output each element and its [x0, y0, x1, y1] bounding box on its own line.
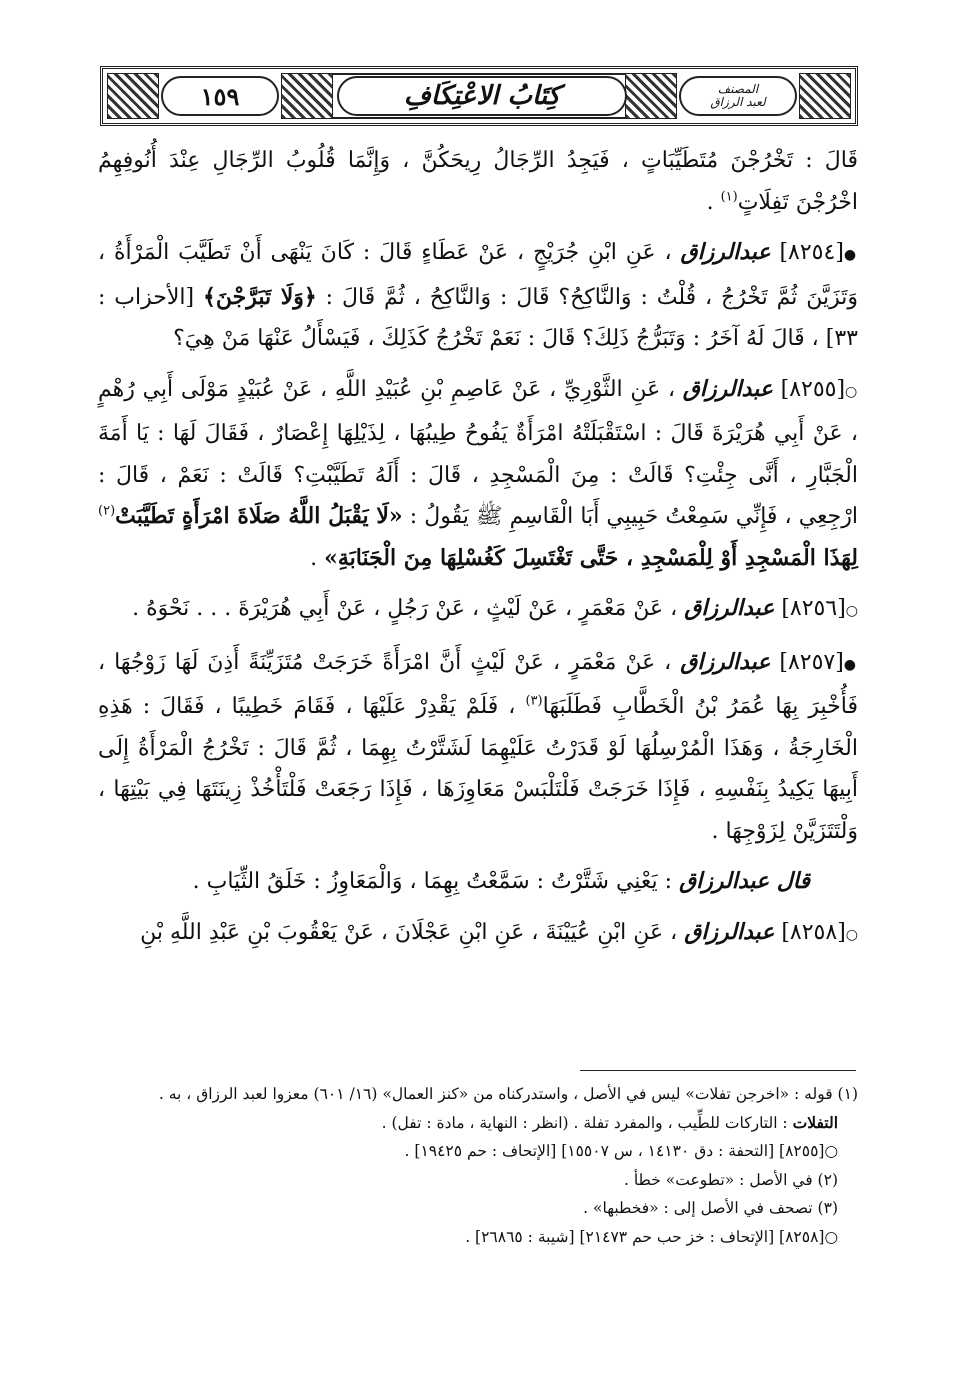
book-logo: [679, 76, 797, 116]
logo-line-2: لعبد الرزاق: [710, 95, 766, 109]
gloss-text: : التاركات للطِّيب ، والمفرد تفلة . (انظر : النهاية ، مادة : تفل) .: [381, 1113, 788, 1132]
source-8255: ○[٨٢٥٥] [التحفة : دق ١٤١٣٠ ، س ١٥٥٠٧] [الإتحاف : حم ١٩٤٢٥] .: [404, 1142, 838, 1160]
hadith-8254: [98, 232, 858, 360]
hadith-8257: [98, 642, 858, 853]
hadith-text: ، عَنْ مَعْمَرٍ ، عَنْ لَيْثٍ أَنَّ امْرَأَةً خَرَجَتْ مُتَزَيِّنَةً أَذِنَ لَهَا زَوْجُهَا ، فَأُخْبِرَ بِهَا عُمَرُ بْنُ الْخَطَّابِ فَطَلَبَهَا: [98, 649, 858, 719]
footnote-ref: (١): [720, 189, 738, 205]
footnote-2: (٢) في الأصل : «تطوعت» خطأ .: [623, 1170, 838, 1189]
ornament-icon: [107, 73, 159, 119]
source-8258: ○[٨٢٥٨] [الإتحاف : خز حب حم ٢١٤٧٣] [شيبة : ٢٦٨٦٥] .: [465, 1227, 838, 1246]
open-circle-icon: ○: [845, 383, 858, 400]
narrator-name: عبدالرزاق: [684, 918, 775, 945]
hadith-number: [٨٢٥٨]: [781, 919, 846, 945]
footnote-separator: [580, 1070, 856, 1071]
footnote-3: (٣) تصحف في الأصل إلى : «فخطبها» .: [583, 1199, 838, 1217]
gloss-term: التفلات: [792, 1112, 838, 1132]
ornament-icon: [281, 73, 333, 119]
hadith-text: ، عَنِ ابْنِ جُرَيْجٍ ، عَنْ عَطَاءٍ قَالَ : كَانَ يَنْهَى أَنْ تَطَيَّبَ الْمَرْأَةُ ، وَتَزَيَّنَ ثُمَّ تَخْرُجُ ، قُلْتُ : وَالنَّاكِحُ؟ قَالَ : وَالنَّاكِحُ ، ثُمَّ قَالَ :: [98, 240, 858, 310]
comment-text: : يَعْنِي شَتَّرْتُ : سَمَّعْتُ بِهِمَا ، وَالْمَعَاوِزُ : خَلَقُ الثِّيَابِ .: [192, 869, 673, 894]
paragraph-end: .: [310, 545, 325, 571]
hadith-8256: [98, 588, 858, 633]
page-header: [100, 66, 858, 126]
prophetic-saying: «لَا يَقْبَلُ اللَّهُ صَلَاةَ امْرَأَةٍ تَطَيَّبَتْ: [115, 503, 403, 529]
narrator-name: عبدالرزاق: [680, 239, 771, 265]
filled-circle-icon: ●: [843, 656, 858, 673]
footnote-ref: (٣): [525, 693, 543, 709]
editor-comment: [98, 861, 858, 903]
hadith-number: [٨٢٥٤]: [779, 240, 844, 265]
hadith-text: ، عَنْ مَعْمَرٍ ، عَنْ لَيْثٍ ، عَنْ رَجُلٍ ، عَنْ أَبِي هُرَيْرَةَ . . . نَحْوَهُ .: [132, 596, 678, 621]
hadith-number: [٨٢٥٦]: [781, 596, 846, 621]
filled-circle-icon: ●: [843, 247, 858, 263]
footnote-1-gloss: [98, 1109, 858, 1138]
paragraph-continuation: [98, 140, 858, 223]
footnote-1: (١) قوله : «اخرجن تفلات» ليس في الأصل ، واستدركناه من «كنز العمال» (١٦/ ٦٠١) معزوا لعبد الرزاق ، به .: [158, 1085, 858, 1103]
hadith-8255: [98, 369, 858, 580]
narrator-name: عبدالرزاق: [684, 595, 775, 621]
hadith-text: [الأحزاب : ٣٣] ، قَالَ لَهُ آخَرُ : وَتَبَرُّجُ ذَلِكَ؟ قَالَ : نَعَمْ تَخْرُجُ كَذَلِكَ ، فَيَسْأَلُ عَنْهَا مَنْ هِيَ؟: [98, 284, 858, 351]
narrator-name: عبدالرزاق: [682, 375, 773, 402]
footnote-ref: (٢): [98, 503, 116, 519]
narrator-name: عبدالرزاق: [680, 648, 771, 675]
ornament-icon: [799, 73, 851, 119]
quran-verse: ﴿وَلَا تَبَرَّجْنَ﴾: [203, 283, 317, 310]
open-circle-icon: ○: [845, 603, 858, 619]
open-circle-icon: ○: [845, 926, 858, 943]
prophetic-saying: لِهَذَا الْمَسْجِدِ أَوْ لِلْمَسْجِدِ ، حَتَّى تَغْتَسِلَ كَغُسْلِهَا مِنَ الْجَنَابَةِ»: [324, 544, 858, 571]
footnotes: [98, 1080, 858, 1251]
ornament-icon: [625, 73, 677, 119]
page-number: ١٥٩: [161, 76, 279, 116]
main-text: [98, 140, 858, 956]
hadith-text: ، عَنِ ابْنِ عُيَيْنَةَ ، عَنِ ابْنِ عَجْلَانَ ، عَنْ يَعْقُوبَ بْنِ عَبْدِ اللَّهِ بْنِ: [140, 919, 678, 945]
paragraph-text: قَالَ : تَخْرُجْنَ مُتَطَيِّبَاتٍ ، فَيَجِدُ الرِّجَالُ رِيحَكُنَّ ، وَإِنَّمَا قُلُوبُ الرِّجَالِ عِنْدَ أُنُوفِهِمُ اخْرُجْنَ تَفِلَاتٍ: [98, 148, 858, 215]
hadith-number: [٨٢٥٧]: [779, 649, 844, 675]
narrator-name: قال عبدالرزاق: [679, 868, 810, 894]
hadith-text: ، فَلَمْ يَقْدِرْ عَلَيْهَا ، فَقَامَ خَطِيبًا ، فَقَالَ : هَذِهِ الْخَارِجَةُ ، وَهَذَا الْمُرْسِلُهَا لَوْ قَدَرْتُ عَلَيْهِمَا لَشَتَّرْتُ بِهِمَا ، ثُمَّ قَالَ : تَخْرُجُ الْمَرْأَةُ إِلَى أَبِيهَا يَكِيدُ بِنَفْسِهِ ، فَإِذَا خَرَجَتْ فَلْتَلْبَسْ مَعَاوِزَهَا ، فَإِذَا رَجَعَتْ فَلْتَأْخُذْ زِينَتَهَا فِي بَيْتِهَا ، وَلْتَتَزَيَّنْ لِزَوْجِهَا .: [98, 694, 858, 844]
hadith-8258: [98, 912, 858, 957]
chapter-title: كِتَابُ الاعْتِكَافِ: [337, 76, 627, 116]
paragraph-end: .: [706, 189, 721, 215]
hadith-text: ، عَنِ الثَّوْرِيِّ ، عَنْ عَاصِمِ بْنِ عُبَيْدِ اللَّهِ ، عَنْ عُبَيْدٍ مَوْلَى أَبِي رُهْمٍ ، عَنْ أَبِي هُرَيْرَةَ قَالَ : اسْتَقْبَلَتْهُ امْرَأَةٌ يَفُوحُ طِيبُهَا ، لِذَيْلِهَا إِعْصَارٌ ، فَقَالَ لَهَا : يَا أَمَةَ الْجَبَّارِ ، أَنَّى جِئْتِ؟ قَالَتْ : مِنَ الْمَسْجِدِ ، قَالَ : أَلَهُ تَطَيَّبْتِ؟ قَالَتْ : نَعَمْ ، قَالَ : ارْجِعِي ، فَإِنِّي سَمِعْتُ حَبِيبِي أَبَا الْقَاسِمِ ﷺ يَقُولُ :: [98, 376, 858, 529]
logo-line-1: المصنف: [717, 82, 759, 96]
hadith-number: [٨٢٥٥]: [780, 376, 846, 402]
